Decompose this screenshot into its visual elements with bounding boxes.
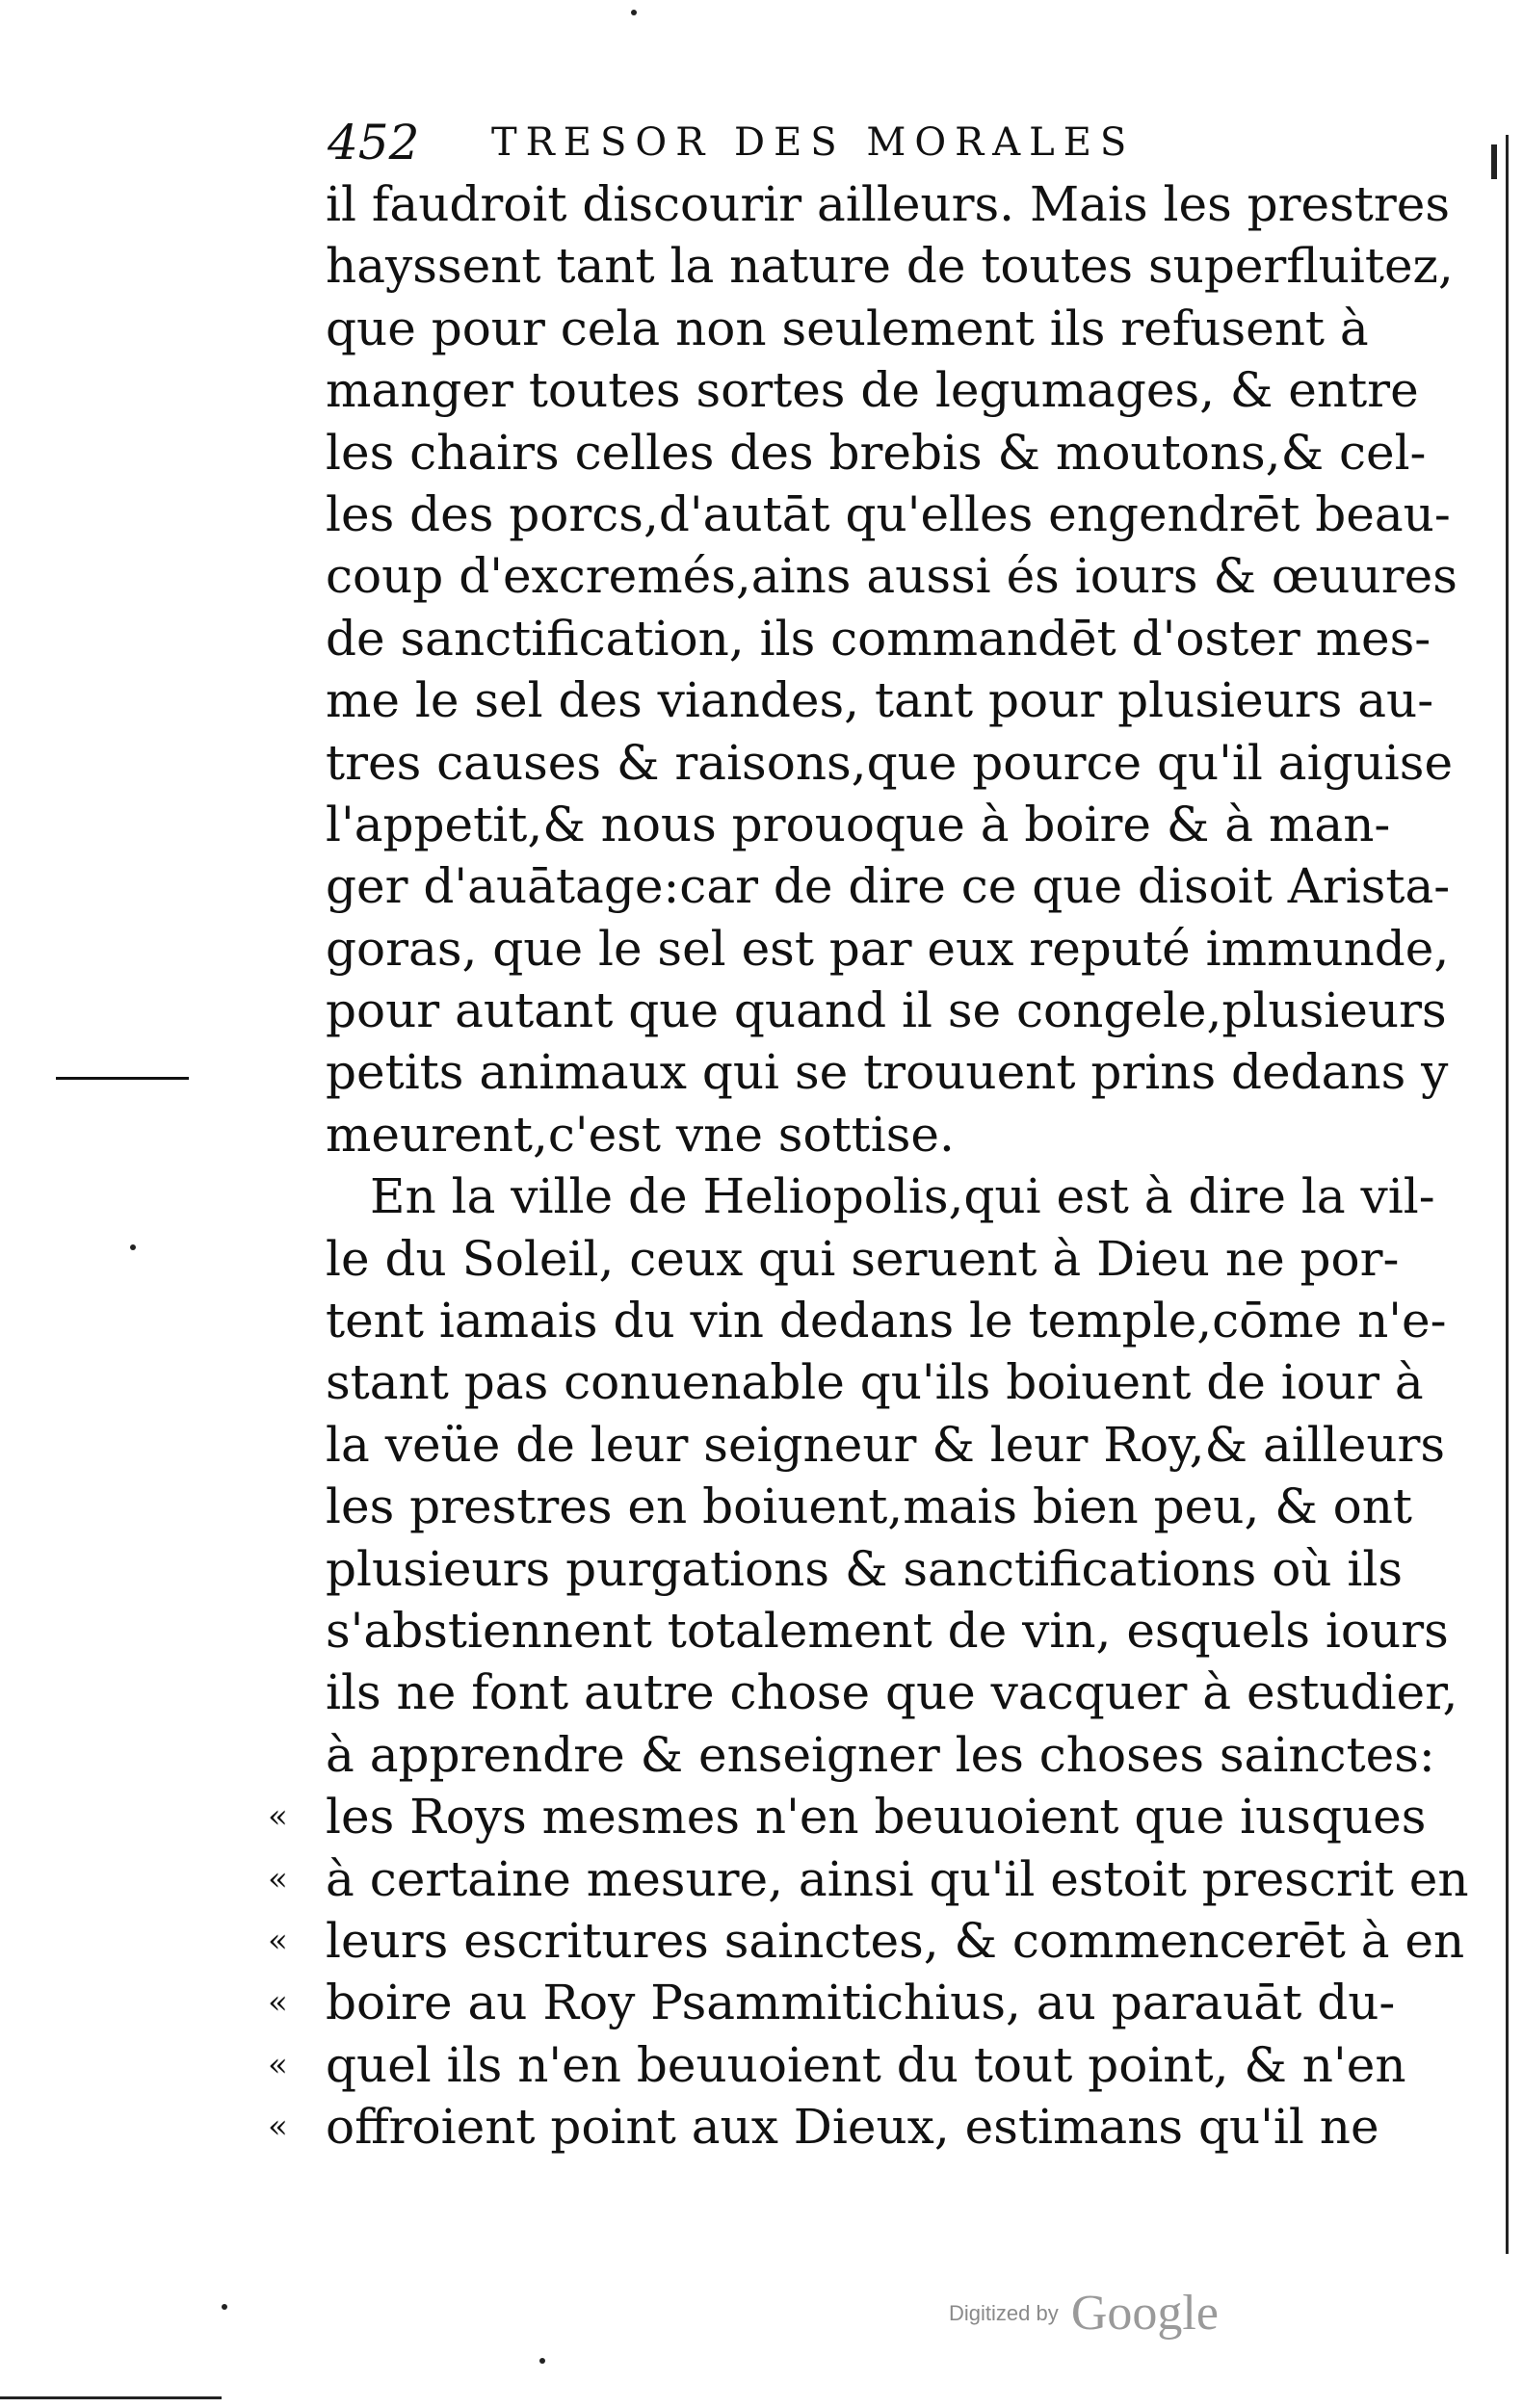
bottom-edge-line [0,2396,222,2399]
quoted-line-text: à certaine mesure, ainsi qu'il estoit prescrit en [326,1850,1469,1907]
quoted-line [268,2096,1379,2158]
text-line: tent iamais du vin dedans le temple,cōme n'e- [326,1293,1447,1349]
quoted-line [268,1910,1465,1972]
text-line: la veüe de leur seigneur & leur Roy,& ailleurs [326,1416,1446,1473]
ink-speck [539,2358,545,2364]
text-line: que pour cela non seulement ils refusent à [326,300,1369,356]
ink-speck [631,10,637,15]
quote-mark: « [268,1983,288,2023]
text-line: le du Soleil, ceux qui seruent à Dieu ne por- [326,1230,1400,1287]
text-line: les des porcs,d'autāt qu'elles engendrēt beau- [326,485,1451,542]
paragraph-first-line: En la ville de Heliopolis,qui est à dire la vil- [370,1168,1435,1225]
margin-rule [56,1077,189,1080]
page-number: 452 [328,115,420,170]
quoted-line-text: quel ils n'en beuuoient du tout point, & n'en [326,2036,1406,2093]
quote-mark: « [268,1797,288,1837]
quoted-line-text: leurs escritures sainctes, & commencerēt à en [326,1912,1465,1969]
text-line: petits animaux qui se trouuent prins dedans y [326,1044,1449,1101]
text-line: les prestres en boiuent,mais bien peu, & ont [326,1479,1413,1535]
text-line: meurent,c'est vne sottise. [326,1106,955,1163]
text-line: l'appetit,& nous prouoque à boire & à man- [326,796,1391,852]
page-edge-line [1506,135,1509,2254]
running-title: TRESOR DES MORALES [491,120,1136,165]
quoted-line [268,1786,1427,1847]
text-line: à apprendre & enseigner les choses sainctes: [326,1726,1435,1783]
body-text [268,173,1469,2159]
quoted-line [268,1972,1396,2033]
quote-mark: « [268,2107,288,2147]
quote-mark: « [268,2045,288,2084]
text-line: il faudroit discourir ailleurs. Mais les prestres [326,176,1451,232]
text-line: manger toutes sortes de legumages, & entre [326,362,1419,419]
text-line: tres causes & raisons,que pource qu'il aiguise [326,734,1454,791]
text-line: pour autant que quand il se congele,plusieurs [326,982,1447,1039]
google-logo: Google [1070,2286,1219,2341]
quote-mark: « [268,1859,288,1898]
quoted-line-text: boire au Roy Psammitichius, au parauāt du- [326,1975,1396,2031]
ink-speck [130,1244,136,1250]
page-edge-mark [1491,144,1497,179]
text-line: me le sel des viandes, tant pour plusieurs au- [326,672,1434,729]
text-line: stant pas conuenable qu'ils boiuent de iour à [326,1354,1424,1411]
page-header [328,114,1291,171]
text-line: goras, que le sel est par eux reputé immunde, [326,920,1450,977]
quoted-line-text: offroient point aux Dieux, estimans qu'il ne [326,2099,1379,2156]
text-line: ils ne font autre chose que vacquer à estudier, [326,1664,1458,1721]
quote-mark: « [268,1921,288,1960]
quoted-line [268,1848,1469,1910]
text-line: plusieurs purgations & sanctifications où ils [326,1540,1404,1597]
text-line: hayssent tant la nature de toutes superfluitez, [326,238,1454,295]
text-line: les chairs celles des brebis & moutons,& cel- [326,424,1427,481]
text-line: ger d'auātage:car de dire ce que disoit Arista- [326,858,1451,915]
quoted-line-text: les Roys mesmes n'en beuuoient que iusques [326,1789,1427,1845]
watermark-prefix: Digitized by [949,2300,1059,2325]
text-line: coup d'excremés,ains aussi és iours & œuures [326,548,1457,605]
text-line: de sanctification, ils commandēt d'oster mes- [326,610,1431,667]
ink-speck [222,2304,227,2310]
text-line: s'abstiennent totalement de vin, esquels iours [326,1602,1449,1659]
quoted-line [268,2034,1406,2096]
digitized-by-google-watermark [949,2285,1219,2362]
